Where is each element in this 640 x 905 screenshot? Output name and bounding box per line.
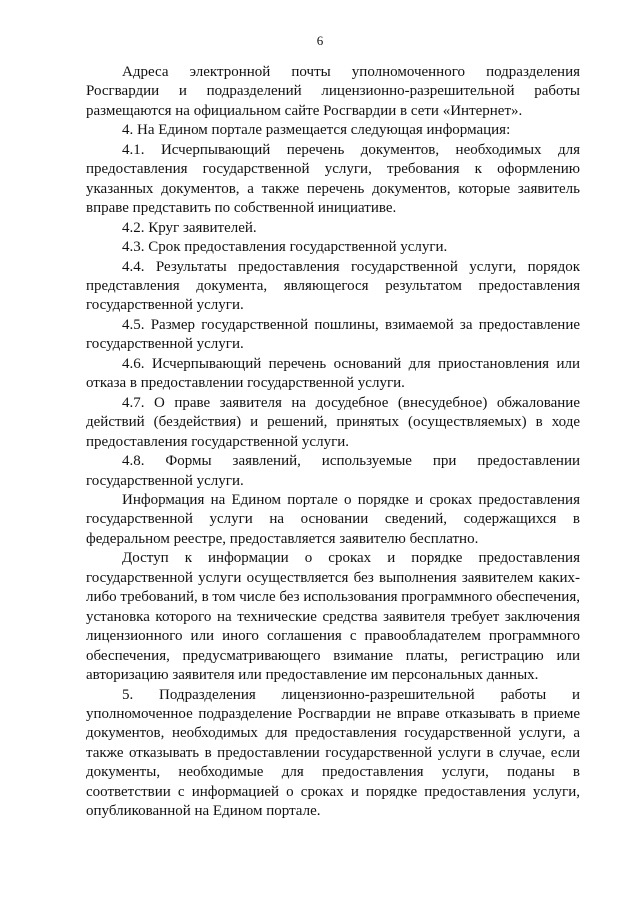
paragraph-email-addresses: Адреса электронной почты уполномоченного подразделения Росгвардии и подразделений лицензионно-разрешительной работы размещаются на официальном сайте Росгвардии в сети «Интернет». (86, 64, 580, 119)
paragraph-item-4-4: 4.4. Результаты предоставления государственной услуги, порядок представления документа, являющегося результатом предоставления государственной услуги. (86, 258, 580, 314)
paragraph-item-4-6: 4.6. Исчерпывающий перечень оснований для приостановления или отказа в предоставлении государственной услуги. (86, 355, 580, 392)
paragraph-item-4-1: 4.1. Исчерпывающий перечень документов, необходимых для предоставления государственной услуги, требования к оформлению указанных документов, а также перечень документов, которые заявитель вправе представить по собственной инициативе. (86, 141, 580, 217)
paragraph-free-information: Информация на Едином портале о порядке и сроках предоставления государственной услуги на основании сведений, содержащихся в федеральном реестре, предоставляется заявителю бесплатно. (86, 491, 580, 547)
document-body (86, 63, 580, 822)
paragraph-access-conditions: Доступ к информации о сроках и порядке предоставления государственной услуги осуществляется без выполнения заявителем каких-либо требований, в том числе без использования программного обеспечения, установка которого на технические средства заявителя требует заключения лицензионного или иного соглашения с правообладателем программного обеспечения, предусматривающего взимание платы, регистрацию или авторизацию заявителя или предоставление им персональных данных. (86, 550, 580, 684)
paragraph-item-4: 4. На Едином портале размещается следующая информация: (122, 122, 511, 139)
page-number: 6 (316, 33, 324, 48)
paragraph-item-4-8: 4.8. Формы заявлений, используемые при предоставлении государственной услуги. (86, 453, 580, 489)
paragraph-item-5: 5. Подразделения лицензионно-разрешительной работы и уполномоченное подразделение Росгвардии не вправе отказывать в приеме документов, необходимых для предоставления государственной услуги, а также отказывать в предоставлении государственной услуги в случае, если документы, необходимые для предоставления услуги, поданы в соответствии с информацией о сроках и порядке предоставления услуги, опубликованной на Едином портале. (86, 686, 580, 820)
paragraph-item-4-5: 4.5. Размер государственной пошлины, взимаемой за предоставление государственной услуги. (86, 316, 580, 353)
paragraph-item-4-2: 4.2. Круг заявителей. (122, 219, 257, 236)
paragraph-item-4-3: 4.3. Срок предоставления государственной услуги. (122, 239, 448, 256)
paragraph-item-4-7: 4.7. О праве заявителя на досудебное (внесудебное) обжалование действий (бездействия) и решений, принятых (осуществляемых) в ходе предоставления государственной услуги. (86, 394, 580, 450)
